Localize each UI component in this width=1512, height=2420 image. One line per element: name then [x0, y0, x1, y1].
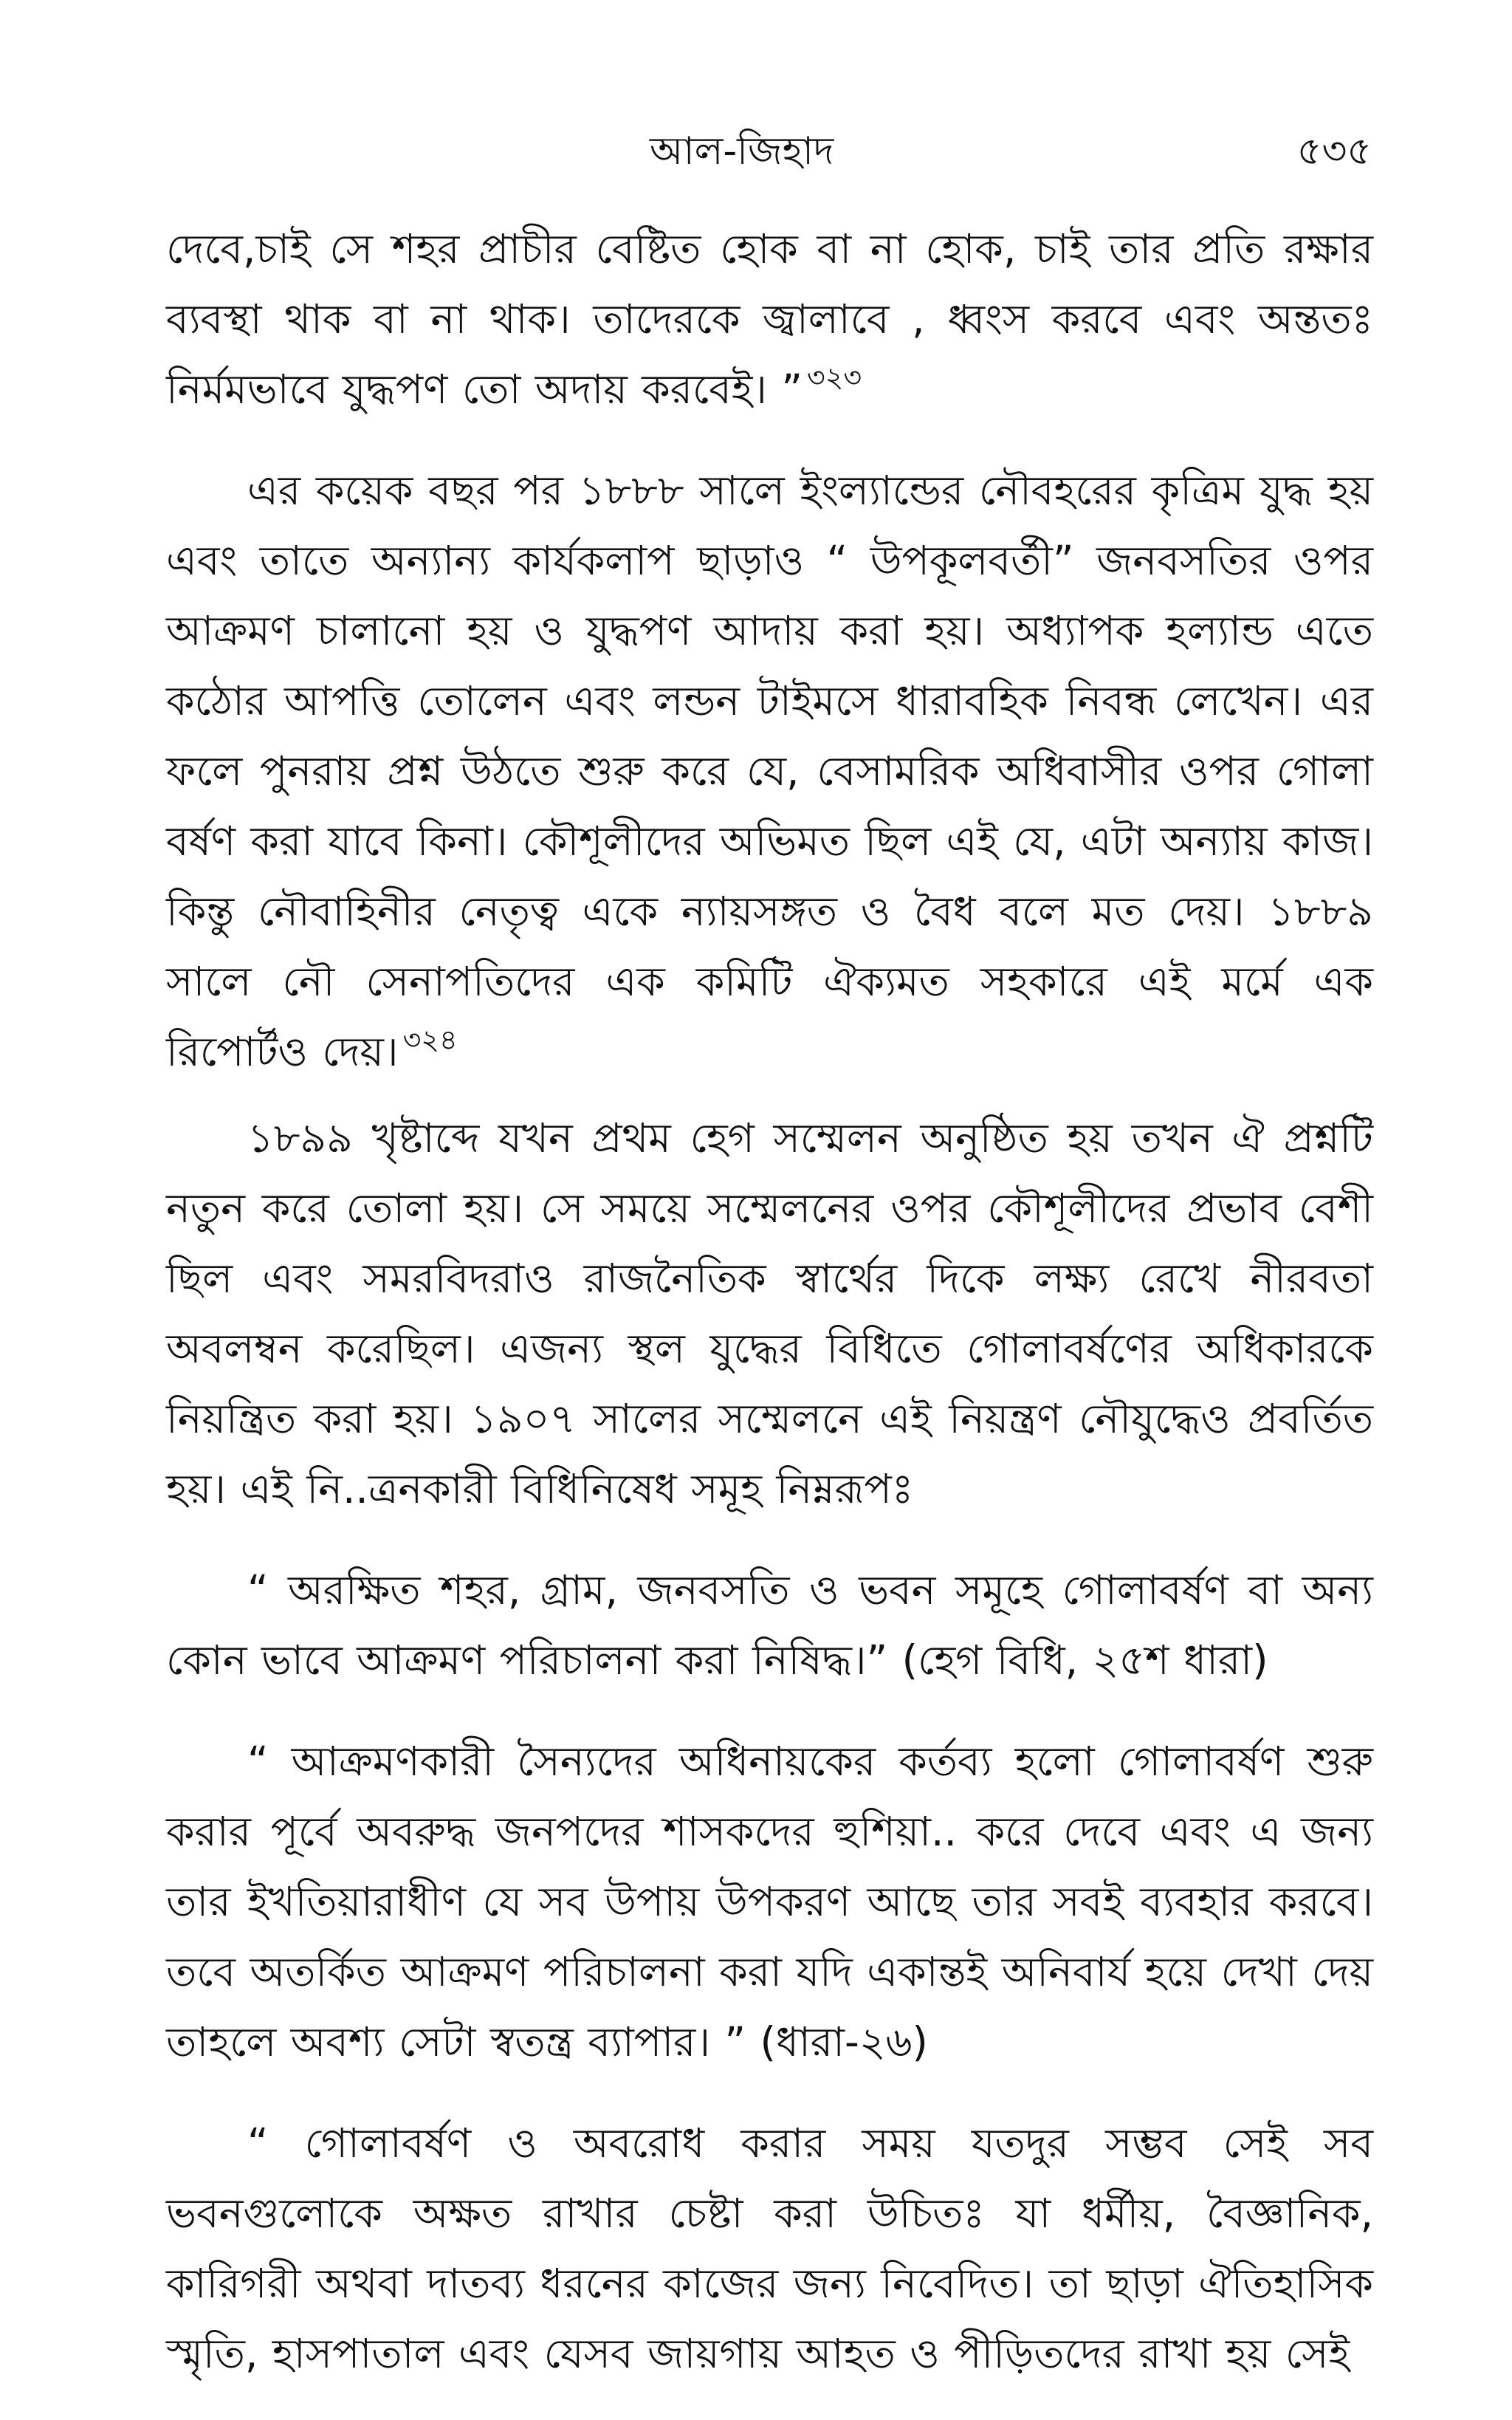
paragraph-continuation	[166, 214, 1373, 425]
paragraph-naval-exercise	[166, 456, 1373, 1087]
page-number: ৫৩৫	[1296, 129, 1372, 174]
page-body	[166, 214, 1373, 2420]
footnote-marker: ৩২৪	[402, 1024, 458, 1056]
paragraph-hague-conference	[166, 1103, 1373, 1524]
running-title: আল-জিহাদ	[650, 129, 834, 174]
paragraph-text: ১৮৯৯ খৃষ্টাব্দে যখন প্রথম হেগ সম্মেলন অনুষ্ঠিত হয় তখন ঐ প্রশ্নটি নতুন করে তোলা হয়। সে সময়ে সম্মেলনের ওপর কৌশূলীদের প্রভাব বেশী ছিল এবং সমরবিদরাও রাজনৈতিক স্বার্থের দিকে লক্ষ্য রেখে নীরবতা অবলম্বন করেছিল। এজন্য স্থল যুদ্ধের বিধিতে গোলাবর্ষণের অধিকারকে নিয়ন্ত্রিত করা হয়। ১৯০৭ সালের সম্মেলনে এই নিয়ন্ত্রণ নৌযুদ্ধেও প্রবর্তিত হয়। এই নি..ত্রনকারী বিধিনিষেধ সমূহ নিম্নরূপঃ	[166, 1114, 1373, 1512]
quote-article-27	[166, 2108, 1373, 2389]
footnote-marker: ৩২৩	[806, 361, 862, 394]
paragraph-text: “ আক্রমণকারী সৈন্যদের অধিনায়কের কর্তব্য হলো গোলাবর্ষণ শুরু করার পূর্বে অবরুদ্ধ জনপদের শাসকদের হুশিয়া.. করে দেবে এবং এ জন্য তার ইখতিয়ারাধীণ যে সব উপায় উপকরণ আছে তার সবই ব্যবহার করবে। তবে অতর্কিত আক্রমণ পরিচালনা করা যদি একান্তই অনিবার্য হয়ে দেখা দেয় তাহলে অবশ্য সেটা স্বতন্ত্র ব্যাপার। ” (ধারা-২৬)	[166, 1738, 1373, 2066]
running-header	[0, 126, 1512, 177]
quote-article-26	[166, 1727, 1373, 2077]
paragraph-text: দেবে,চাই সে শহর প্রাচীর বেষ্টিত হোক বা না হোক, চাই তার প্রতি রক্ষার ব্যবস্থা থাক বা না থাক। তাদেরকে জ্বালাবে , ধ্বংস করবে এবং অন্ততঃ নির্মমভাবে যুদ্ধপণ তো অদায় করবেই। ”	[166, 225, 1373, 413]
quote-article-25	[166, 1555, 1373, 1696]
paragraph-text: “ গোলাবর্ষণ ও অবরোধ করার সময় যতদুর সম্ভব সেই সব ভবনগুলোকে অক্ষত রাখার চেষ্টা করা উচিতঃ যা ধর্মীয়, বৈজ্ঞানিক, কারিগরী অথবা দাতব্য ধরনের কাজের জন্য নিবেদিত। তা ছাড়া ঐতিহাসিক স্মৃতি, হাসপাতাল এবং যেসব জায়গায় আহত ও পীড়িতদের রাখা হয় সেই	[166, 2119, 1373, 2377]
paragraph-text: এর কয়েক বছর পর ১৮৮৮ সালে ইংল্যান্ডের নৌবহরের কৃত্রিম যুদ্ধ হয় এবং তাতে অন্যান্য কার্যকলাপ ছাড়াও “ উপকূলবর্তী” জনবসতির ওপর আক্রমণ চালানো হয় ও যুদ্ধপণ আদায় করা হয়। অধ্যাপক হল্যান্ড এতে কঠোর আপত্তি তোলেন এবং লন্ডন টাইমসে ধারাবহিক নিবন্ধ লেখেন। এর ফলে পুনরায় প্রশ্ন উঠতে শুরু করে যে, বেসামরিক অধিবাসীর ওপর গোলা বর্ষণ করা যাবে কিনা। কৌশূলীদের অভিমত ছিল এই যে, এটা অন্যায় কাজ। কিন্তু নৌবাহিনীর নেতৃত্ব একে ন্যায়সঙ্গত ও বৈধ বলে মত দেয়। ১৮৮৯ সালে নৌ সেনাপতিদের এক কমিটি ঐক্যমত সহকারে এই মর্মে এক রিপোর্টও দেয়।	[166, 467, 1373, 1075]
paragraph-text: “ অরক্ষিত শহর, গ্রাম, জনবসতি ও ভবন সমূহে গোলাবর্ষণ বা অন্য কোন ভাবে আক্রমণ পরিচালনা করা নিষিদ্ধ।” (হেগ বিধি, ২৫শ ধারা)	[166, 1566, 1373, 1684]
